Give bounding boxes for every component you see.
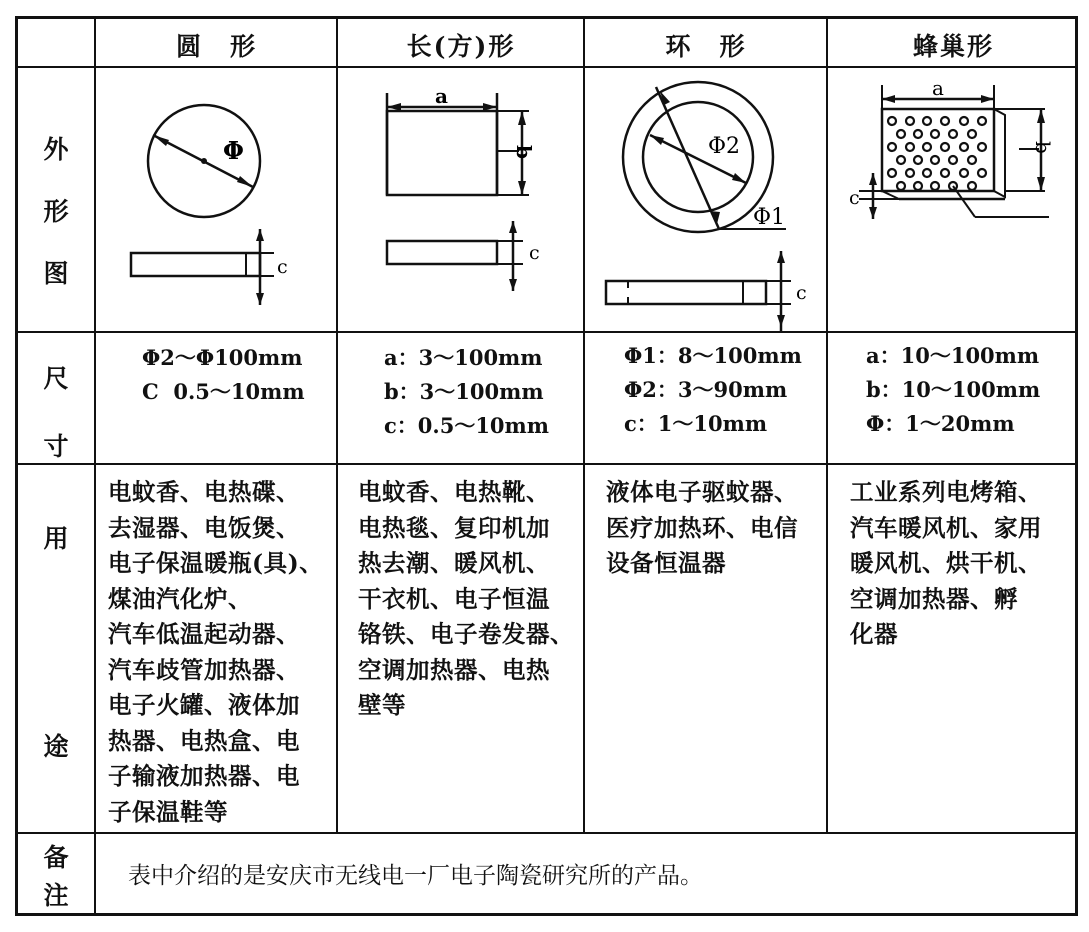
- column-header-rect: 长(方)形: [406, 32, 516, 61]
- thickness-label: c: [796, 282, 807, 304]
- dimension-line: b：3～100mm: [384, 379, 544, 404]
- use-line: 铬铁、电子卷发器、: [358, 620, 574, 648]
- column-divider-2: [583, 19, 585, 832]
- thickness-label: c: [529, 242, 540, 264]
- row-label-uses: [18, 519, 94, 767]
- remarks-text: 表中介绍的是安庆市无线电一厂电子陶瓷研究所的产品。: [128, 863, 703, 889]
- dimension-line: c：0.5～10mm: [384, 413, 549, 438]
- uses-ring: [606, 475, 798, 582]
- ring-shape-diagram: [586, 69, 826, 331]
- use-line: 电蚊香、电热碟、: [108, 478, 300, 506]
- row-label-char: 外: [43, 135, 69, 164]
- use-line: 去湿器、电饭煲、: [108, 513, 300, 542]
- use-line: 子保温鞋等: [108, 797, 228, 826]
- row-label-dimensions: [18, 345, 94, 481]
- row-label-char: 注: [43, 881, 69, 910]
- header-divider: [18, 66, 1075, 68]
- dimension-line: Φ1：8～100mm: [624, 343, 802, 368]
- use-line: 空调加热器、电热: [358, 655, 550, 684]
- label-column-divider: [94, 19, 96, 916]
- width-label: a: [932, 76, 944, 100]
- inner-diameter-label: Φ2: [708, 134, 741, 159]
- uses-rect: [358, 475, 574, 724]
- row-label-char: 形: [43, 197, 69, 226]
- use-line: 热去潮、暖风机、: [358, 549, 550, 577]
- dimension-line: C 0.5～10mm: [142, 379, 305, 404]
- uses-honeycomb: [850, 475, 1042, 653]
- column-divider-1: [336, 19, 338, 832]
- row-label-char: 用: [43, 524, 69, 553]
- honeycomb-shape-diagram: [829, 69, 1078, 331]
- use-line: 液体电子驱蚊器、: [606, 478, 798, 506]
- round-shape-diagram: [97, 69, 336, 331]
- ptc-ceramic-product-table: [15, 16, 1078, 916]
- width-label: a: [435, 84, 448, 108]
- diagram-row-divider: [18, 331, 1075, 333]
- dimensions-rect: [384, 341, 549, 443]
- row-label-char: 备: [43, 843, 69, 872]
- rect-shape-diagram: [339, 69, 583, 331]
- height-label: b: [1031, 141, 1055, 154]
- dimensions-honeycomb: [866, 339, 1040, 441]
- use-line: 煤油汽化炉、: [108, 584, 252, 613]
- dimensions-round: [142, 341, 305, 409]
- dimension-line: c：1～10mm: [624, 411, 768, 436]
- row-label-char: 尺: [43, 364, 69, 393]
- use-line: 电子保温暖瓶(具)、: [108, 549, 324, 577]
- dimension-line: b：10～100mm: [866, 377, 1041, 402]
- dimensions-ring: [624, 339, 802, 441]
- row-label-char: 寸: [43, 432, 69, 461]
- row-label-remarks: [18, 839, 94, 915]
- row-label-char: 途: [43, 732, 69, 761]
- dimension-line: Φ2～Φ100mm: [142, 345, 303, 370]
- use-line: 空调加热器、孵: [850, 584, 1018, 613]
- column-header-round: 圆 形: [175, 32, 257, 61]
- column-header-ring: 环 形: [665, 32, 747, 61]
- uses-round: [108, 475, 323, 830]
- use-line: 子输液加热器、电: [108, 762, 300, 790]
- outer-diameter-label: Φ1: [753, 205, 786, 230]
- use-line: 工业系列电烤箱、: [850, 478, 1042, 506]
- column-divider-3: [826, 19, 828, 832]
- dimension-line: a：3～100mm: [384, 345, 543, 370]
- honeycomb-holes: [888, 117, 986, 190]
- use-line: 汽车歧管加热器、: [108, 655, 300, 684]
- use-line: 热器、电热盒、电: [108, 726, 300, 755]
- use-line: 设备恒温器: [606, 549, 726, 577]
- use-line: 化器: [850, 620, 898, 648]
- use-line: 医疗加热环、电信: [606, 513, 798, 542]
- row-label-shape-diagram: [18, 119, 94, 305]
- column-header-honeycomb: 蜂巢形: [912, 32, 994, 61]
- use-line: 暖风机、烘干机、: [850, 549, 1042, 577]
- use-line: 电子火罐、液体加: [108, 691, 300, 719]
- dimension-line: Φ：1～20mm: [866, 411, 1015, 436]
- dimension-line: Φ2：3～90mm: [624, 377, 788, 402]
- use-line: 汽车暖风机、家用: [850, 513, 1042, 542]
- row-label-char: 图: [43, 259, 69, 288]
- use-line: 电热毯、复印机加: [358, 513, 550, 542]
- uses-row-divider: [18, 832, 1075, 834]
- use-line: 汽车低温起动器、: [108, 620, 300, 648]
- thickness-label: c: [849, 187, 860, 209]
- use-line: 壁等: [358, 691, 406, 719]
- dimension-line: a：10～100mm: [866, 343, 1040, 368]
- thickness-label: c: [277, 256, 288, 278]
- dimensions-row-divider: [18, 463, 1075, 465]
- use-line: 电蚊香、电热靴、: [358, 478, 550, 506]
- diameter-label: Φ: [223, 136, 244, 165]
- use-line: 干衣机、电子恒温: [358, 584, 550, 613]
- height-label: b: [512, 145, 536, 159]
